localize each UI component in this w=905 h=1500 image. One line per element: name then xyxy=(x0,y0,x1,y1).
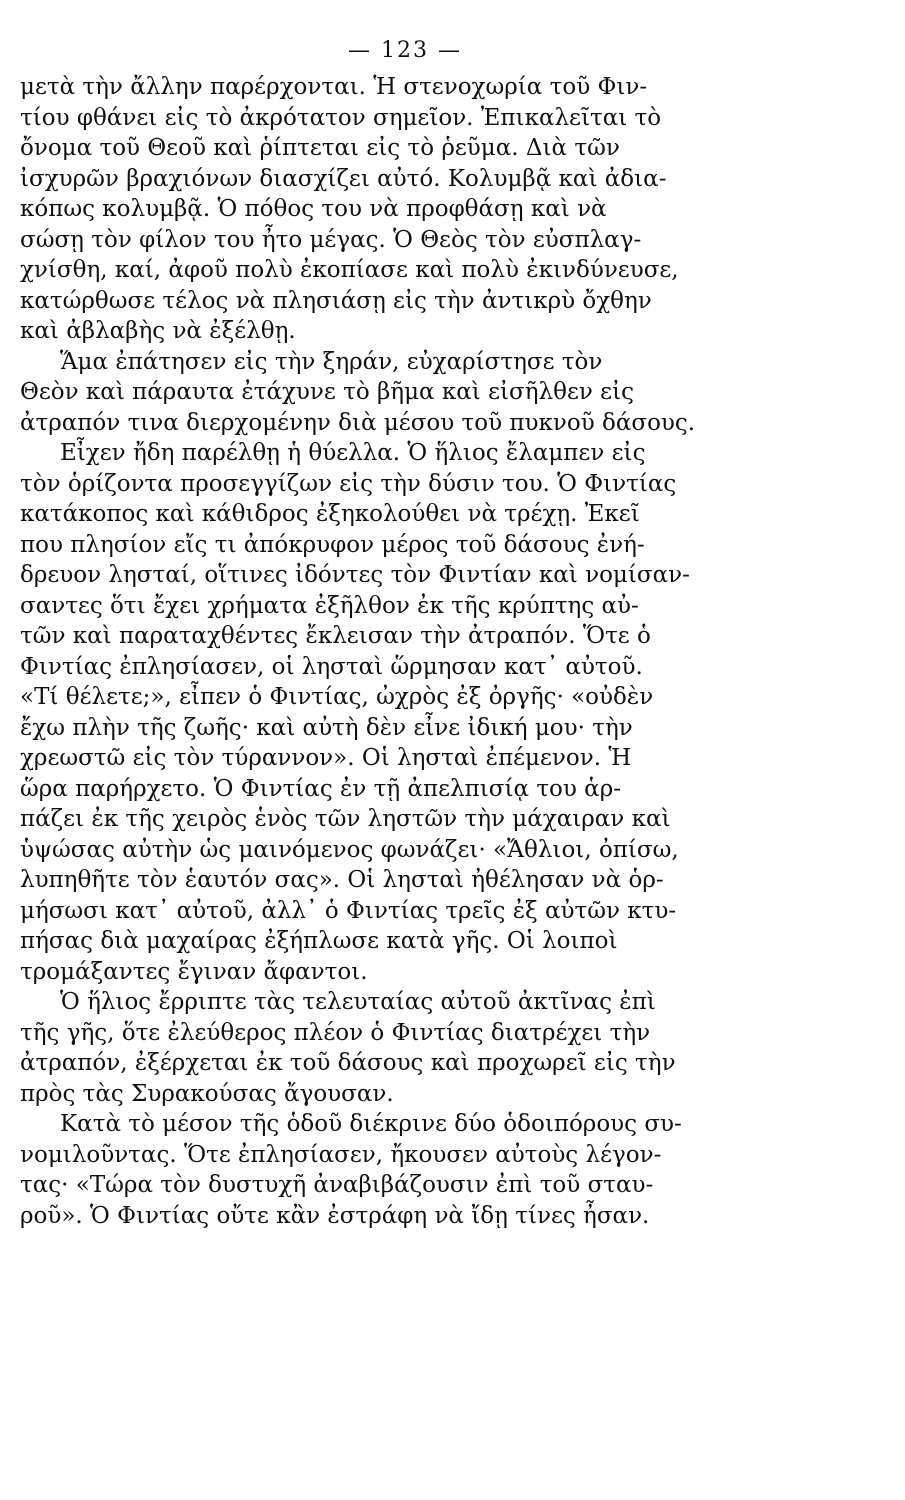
text-line: ὄνομα τοῦ Θεοῦ καὶ ῥίπτεται εἰς τὸ ῥεῦμα. Διὰ τῶν xyxy=(20,135,620,161)
body-text xyxy=(20,72,768,1231)
text-line: ροῦ». Ὁ Φιντίας οὔτε κἂν ἐστράφη νὰ ἴδῃ τίνες ἦσαν. xyxy=(20,1202,650,1229)
text-line: λυπηθῆτε τὸν ἑαυτόν σας». Οἱ λησταὶ ἠθέλησαν νὰ ὁρ- xyxy=(20,867,664,893)
text-line: τίου φθάνει εἰς τὸ ἀκρότατον σημεῖον. Ἐπικαλεῖται τὸ xyxy=(20,104,662,131)
text-line: τρομάξαντες ἔγιναν ἄφαντοι. xyxy=(20,958,368,985)
text-line: ὑψώσας αὐτὴν ὡς μαινόμενος φωνάζει· «Ἄθλιοι, ὀπίσω, xyxy=(20,836,679,863)
text-line: μετὰ τὴν ἄλλην παρέρχονται. Ἡ στενοχωρία τοῦ Φιν- xyxy=(20,74,648,100)
text-line: τας· «Τώρα τὸν δυστυχῆ ἀναβιβάζουσιν ἐπὶ τοῦ σταυ- xyxy=(20,1172,654,1198)
text-line: πρὸς τὰς Συρακούσας ἄγουσαν. xyxy=(20,1080,394,1107)
text-line: σώσῃ τὸν φίλον του ἦτο μέγας. Ὁ Θεὸς τὸν εὐσπλαγ- xyxy=(20,226,642,253)
text-line: καὶ ἀβλαβὴς νὰ ἐξέλθῃ. xyxy=(20,318,296,344)
text-line: ἰσχυρῶν βραχιόνων διασχίζει αὐτό. Κολυμβᾷ καὶ ἀδια- xyxy=(20,165,667,192)
text-line: Ἅμα ἐπάτησεν εἰς τὴν ξηράν, εὐχαρίστησε τὸν xyxy=(60,348,603,375)
page-number: — 123 — xyxy=(348,38,462,63)
text-line: Κατὰ τὸ μέσον τῆς ὁδοῦ διέκρινε δύο ὁδοιπόρους συ- xyxy=(60,1111,682,1137)
text-line: «Τί θέλετε;», εἶπεν ὁ Φιντίας, ὠχρὸς ἐξ ὀργῆς· «οὐδὲν xyxy=(20,684,654,710)
text-line: δρευον λησταί, οἵτινες ἰδόντες τὸν Φιντίαν καὶ νομίσαν- xyxy=(20,562,690,588)
text-line: που πλησίον εἴς τι ἀπόκρυφον μέρος τοῦ δάσους ἐνή- xyxy=(20,531,645,558)
text-line: Ὁ ἥλιος ἔρριπτε τὰς τελευταίας αὐτοῦ ἀκτῖνας ἐπὶ xyxy=(60,989,656,1015)
text-line: πήσας διὰ μαχαίρας ἐξήπλωσε κατὰ γῆς. Οἱ λοιποὶ xyxy=(20,928,618,954)
text-line: κατώρθωσε τέλος νὰ πλησιάσῃ εἰς τὴν ἀντικρὺ ὄχθην xyxy=(20,287,652,314)
text-line: Φιντίας ἐπλησίασεν, οἱ λησταὶ ὥρμησαν κατ᾽ αὐτοῦ. xyxy=(20,653,643,680)
text-line: χρεωστῶ εἰς τὸν τύραννον». Οἱ λησταὶ ἐπέμενον. Ἡ xyxy=(20,745,632,771)
text-line: σαντες ὅτι ἔχει χρήματα ἐξῆλθον ἐκ τῆς κρύπτης αὐ- xyxy=(20,592,639,619)
text-line: μήσωσι κατ᾽ αὐτοῦ, ἀλλ᾽ ὁ Φιντίας τρεῖς ἐξ αὐτῶν κτυ- xyxy=(20,897,677,924)
text-line: κόπως κολυμβᾷ. Ὁ πόθος του νὰ προφθάσῃ καὶ νὰ xyxy=(20,196,607,222)
text-line: Θεὸν καὶ πάραυτα ἐτάχυνε τὸ βῆμα καὶ εἰσῆλθεν εἰς xyxy=(20,379,634,405)
text-line: ἀτραπόν, ἐξέρχεται ἐκ τοῦ δάσους καὶ προχωρεῖ εἰς τὴν xyxy=(20,1050,676,1076)
text-line: τῆς γῆς, ὅτε ἐλεύθερος πλέον ὁ Φιντίας διατρέχει τὴν xyxy=(20,1019,651,1046)
text-line: ἔχω πλὴν τῆς ζωῆς· καὶ αὐτὴ δὲν εἶνε ἰδική μου· τὴν xyxy=(20,714,633,741)
text-line: Εἶχεν ἤδη παρέλθῃ ἡ θύελλα. Ὁ ἥλιος ἔλαμπεν εἰς xyxy=(60,440,646,466)
text-line: χνίσθη, καί, ἀφοῦ πολὺ ἐκοπίασε καὶ πολὺ ἐκινδύνευσε, xyxy=(20,257,679,283)
text-line: τῶν καὶ παραταχθέντες ἔκλεισαν τὴν ἀτραπόν. Ὅτε ὁ xyxy=(20,623,651,649)
text-line: πάζει ἐκ τῆς χειρὸς ἑνὸς τῶν ληστῶν τὴν μάχαιραν καὶ xyxy=(20,806,671,832)
text-line: τὸν ὁρίζοντα προσεγγίζων εἰς τὴν δύσιν του. Ὁ Φιντίας xyxy=(20,470,677,497)
text-line: κατάκοπος καὶ κάθιδρος ἐξηκολούθει νὰ τρέχῃ. Ἐκεῖ xyxy=(20,501,640,527)
text-line: ἀτραπόν τινα διερχομένην διὰ μέσου τοῦ πυκνοῦ δάσους. xyxy=(20,409,696,436)
text-line: νομιλοῦντας. Ὅτε ἐπλησίασεν, ἤκουσεν αὐτοὺς λέγον- xyxy=(20,1141,662,1168)
text-line: ὥρα παρήρχετο. Ὁ Φιντίας ἐν τῇ ἀπελπισίᾳ του ἁρ- xyxy=(20,775,622,802)
